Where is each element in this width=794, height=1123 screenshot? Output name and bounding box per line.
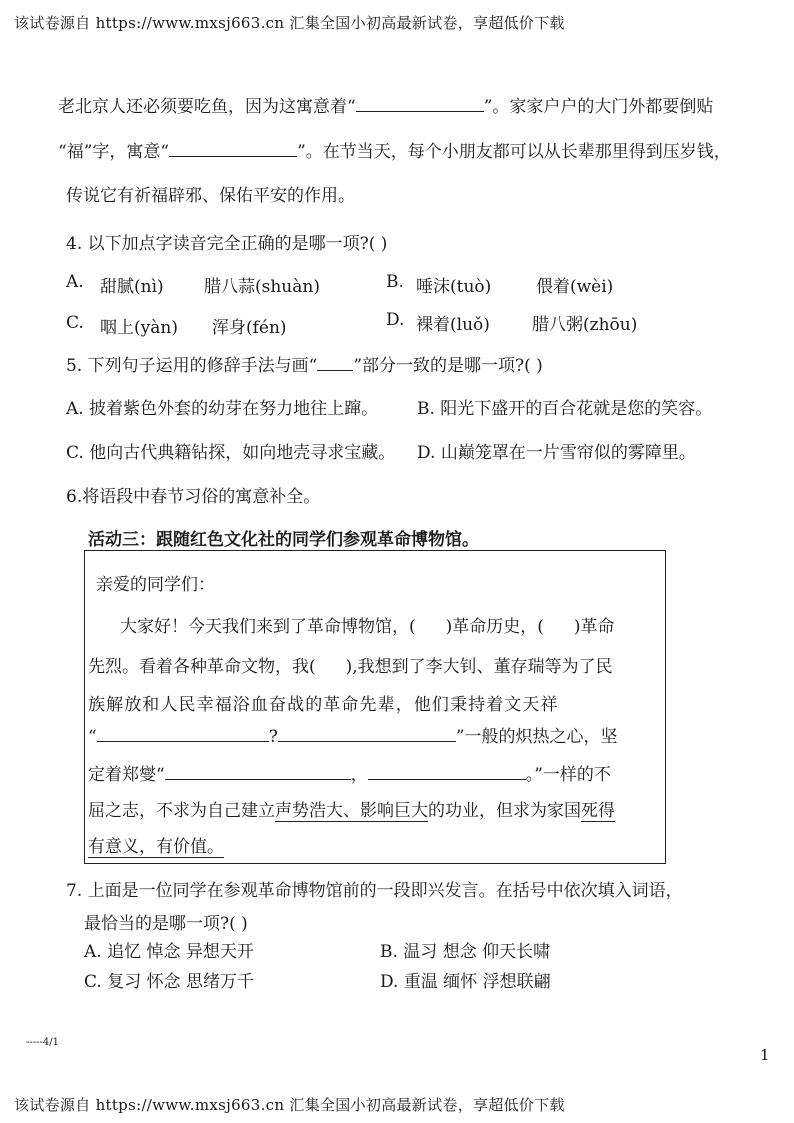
q4-option-a-2: 腊八蒜(shuàn)	[204, 277, 320, 297]
intro-line-1: 老北京人还必须要吃鱼，因为这寓意着“ ”。家家户户的大门外都要倒贴	[58, 97, 714, 117]
underlined-phrase: 声势浩大、影响巨大	[275, 801, 428, 821]
q7-option-b: B. 温习 想念 仰天长啸	[380, 942, 551, 962]
speech-greeting: 亲爱的同学们：	[96, 575, 215, 595]
answer-blank[interactable]	[169, 142, 297, 157]
speech-line-7	[88, 832, 224, 857]
poem-blank-3[interactable]	[165, 765, 351, 780]
q5-option-b: B. 阳光下盛开的百合花就是您的笑容。	[417, 399, 713, 419]
q6-stem: 6.将语段中春节习俗的寓意补全。	[66, 487, 321, 507]
speech-line-6: 屈之志，不求为自己建立声势浩大、影响巨大的功业，但求为家国死得	[88, 801, 615, 821]
q4-option-d-label: D.	[386, 310, 405, 330]
intro-line-3: 传说它有祈福辟邪、保佑平安的作用。	[66, 186, 355, 206]
page-header: 该试卷源自 https://www.mxsj663.cn 汇集全国小初高最新试卷，享超低价下载	[14, 14, 565, 32]
page-footer: 该试卷源自 https://www.mxsj663.cn 汇集全国小初高最新试卷，享超低价下载	[14, 1096, 565, 1114]
q4-option-c-label: C.	[66, 313, 84, 333]
q4-stem: 4. 以下加点字读音完全正确的是哪一项?( )	[66, 234, 388, 254]
underline-sample	[317, 356, 353, 371]
speech-line-5: 定着郑燮“ ， 。”一样的不	[88, 765, 611, 785]
q4-option-b-1: 唾沫(tuò)	[416, 277, 492, 297]
q5-option-d: D. 山巅笼罩在一片雪帘似的雾障里。	[417, 443, 696, 463]
q7-option-c: C. 复习 怀念 思绪万千	[84, 972, 255, 992]
q7-option-a: A. 追忆 悼念 异想天开	[84, 942, 254, 962]
q4-option-c-1: 咽上(yàn)	[100, 318, 178, 338]
speech-line-1: 大家好！今天我们来到了革命博物馆，( )革命历史，( )革命	[120, 617, 615, 637]
q4-option-a-label: A.	[66, 272, 84, 292]
q7-stem-1: 7. 上面是一位同学在参观革命博物馆前的一段即兴发言。在括号中依次填入词语，	[66, 881, 683, 901]
page-mark: -----4/1	[26, 1037, 59, 1048]
speech-line-2: 先烈。看着各种革命文物，我( ),我想到了李大钊、董存瑞等为了民	[88, 657, 613, 677]
speech-line-3: 族解放和人民幸福浴血奋战的革命先辈，他们秉持着文天祥	[88, 695, 559, 715]
poem-blank-4[interactable]	[368, 765, 526, 780]
q5-option-a: A. 披着紫色外套的幼芽在努力地往上蹿。	[66, 399, 379, 419]
q7-stem-2: 最恰当的是哪一项?( )	[84, 914, 248, 934]
q5-stem: 5. 下列句子运用的修辞手法与画“ ”部分一致的是哪一项?( )	[66, 356, 543, 376]
page-number: 1	[760, 1046, 770, 1064]
intro-line-2: “福”字，寓意“ ”。在节当天，每个小朋友都可以从长辈那里得到压岁钱，	[58, 142, 731, 162]
q4-option-c-2: 浑身(fén)	[212, 318, 287, 338]
poem-blank-1[interactable]	[97, 727, 269, 742]
poem-blank-2[interactable]	[278, 727, 456, 742]
underlined-phrase: 有意义，有价值。	[88, 837, 224, 857]
q4-option-d-2: 腊八粥(zhōu)	[532, 315, 638, 335]
q4-option-a-1: 甜腻(nì)	[100, 277, 164, 297]
speech-line-4: “ ? ”一般的炽热之心，坚	[88, 727, 618, 747]
activity-title: 活动三：跟随红色文化社的同学们参观革命博物馆。	[88, 530, 479, 550]
answer-blank[interactable]	[356, 97, 484, 112]
q4-option-b-label: B.	[386, 272, 404, 292]
q4-option-d-1: 裸着(luǒ)	[416, 315, 490, 335]
q5-option-c: C. 他向古代典籍钻探，如向地壳寻求宝藏。	[66, 443, 396, 463]
q4-option-b-2: 偎着(wèi)	[536, 277, 614, 297]
underlined-phrase: 死得	[581, 801, 615, 821]
q7-option-d: D. 重温 缅怀 浮想联翩	[380, 972, 551, 992]
